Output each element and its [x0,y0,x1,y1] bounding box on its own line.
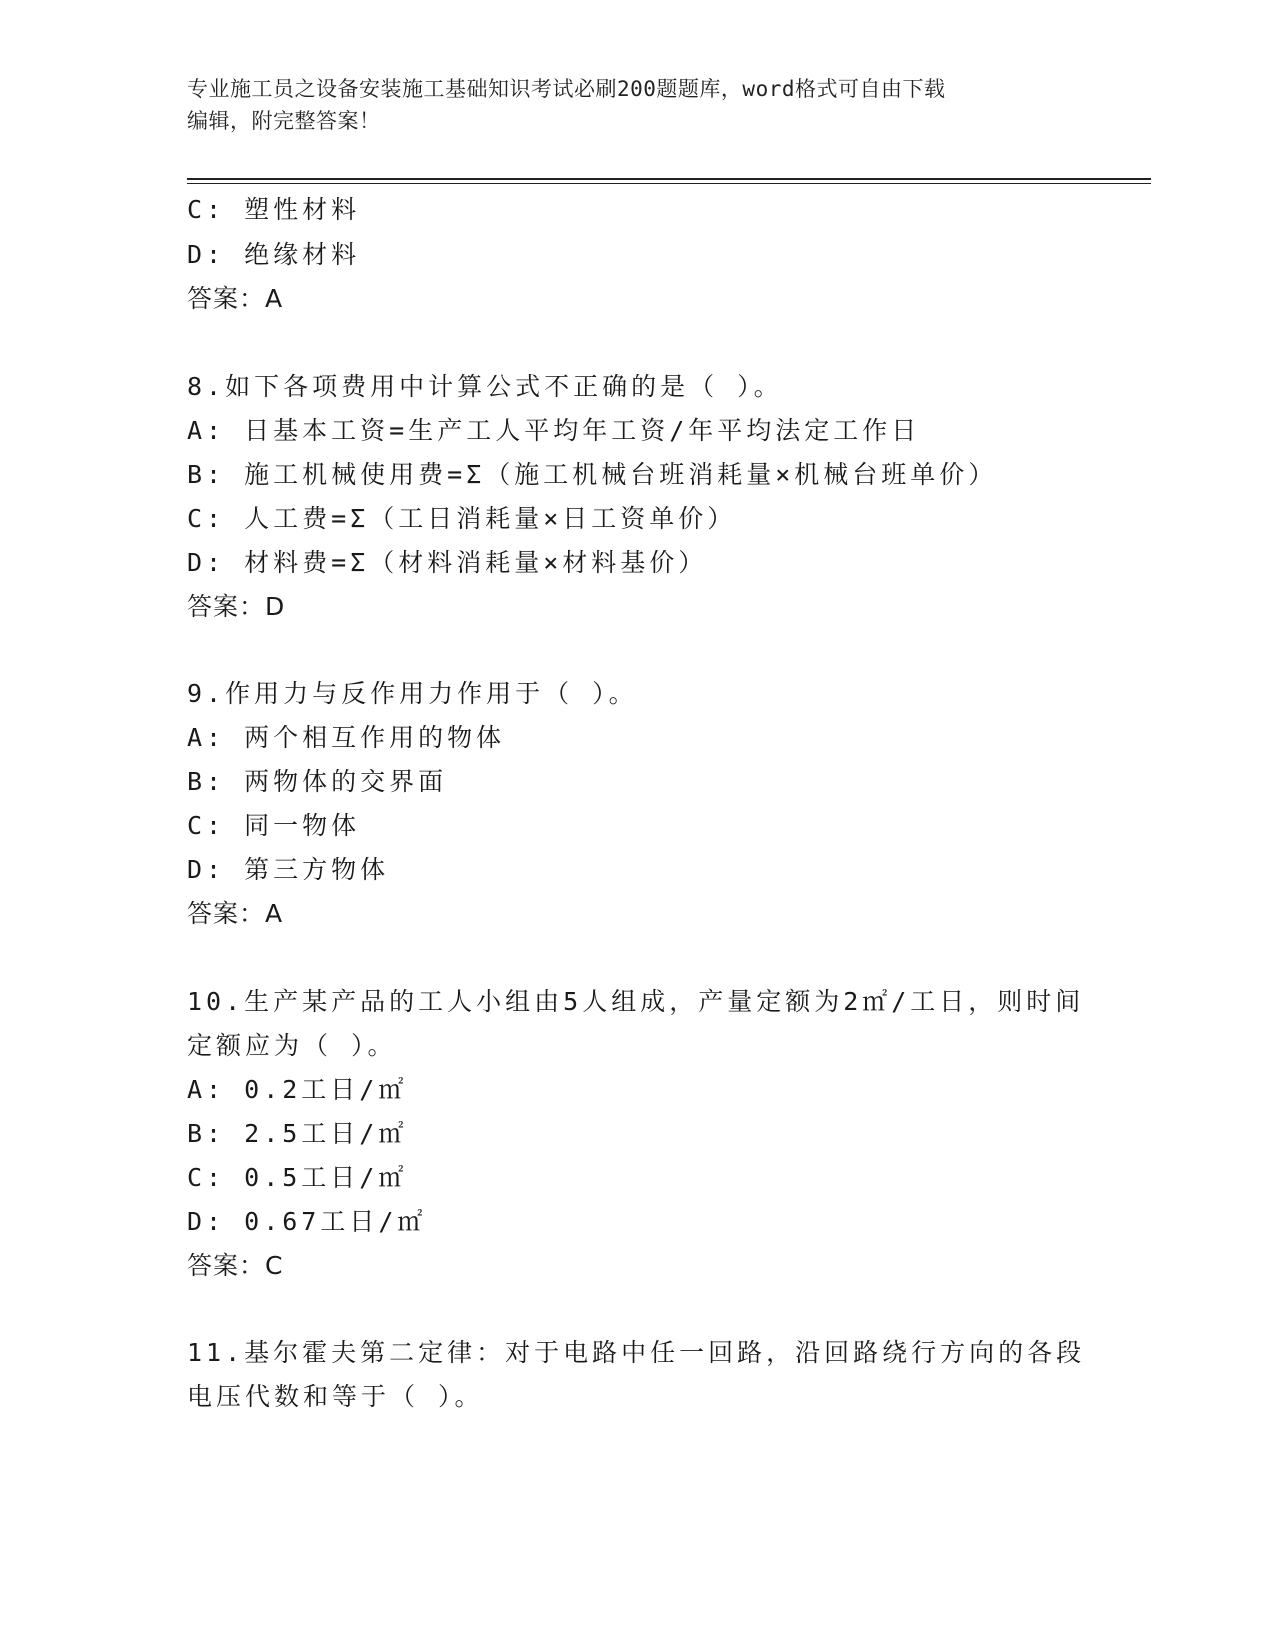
q10-stem-line-1: 10.生产某产品的工人小组由5人组成，产量定额为2㎡/工日，则时间 [187,987,1085,1016]
q8-answer: 答案：D [187,592,286,621]
q8-option-a: A: 日基本工资=生产工人平均年工资/年平均法定工作日 [187,416,921,445]
q8-option-b: B: 施工机械使用费=Σ（施工机械台班消耗量×机械台班单价） [187,460,998,489]
page-header [187,73,1087,137]
header-divider-thick [187,178,1151,180]
q8-stem: 8.如下各项费用中计算公式不正确的是（ ）。 [187,372,783,401]
q9-option-d: D: 第三方物体 [187,855,390,884]
header-title-line-2: 编辑，附完整答案！ [187,109,381,133]
q7-option-c: C: 塑性材料 [187,195,361,224]
header-title-line-1: 专业施工员之设备安装施工基础知识考试必刷200题题库，word格式可自由下载 [187,77,946,101]
q10-stem-line-2: 定额应为（ ）。 [187,1031,397,1060]
q9-option-b: B: 两物体的交界面 [187,767,448,796]
q9-option-a: A: 两个相互作用的物体 [187,723,506,752]
q7-option-d: D: 绝缘材料 [187,240,361,269]
q11-stem-line-2: 电压代数和等于（ ）。 [187,1382,484,1411]
header-divider-thin [187,183,1151,184]
q9-answer: 答案：A [187,899,284,928]
q11-stem-line-1: 11.基尔霍夫第二定律：对于电路中任一回路，沿回路绕行方向的各段 [187,1338,1086,1367]
q10-answer: 答案：C [187,1251,284,1280]
q8-option-c: C: 人工费=Σ（工日消耗量×日工资单价） [187,504,737,533]
q9-stem: 9.作用力与反作用力作用于（ ）。 [187,679,638,708]
q9-option-c: C: 同一物体 [187,811,361,840]
q10-option-c: C: 0.5工日/㎡ [187,1163,408,1192]
q10-option-b: B: 2.5工日/㎡ [187,1119,408,1148]
q10-option-a: A: 0.2工日/㎡ [187,1075,408,1104]
q8-option-d: D: 材料费=Σ（材料消耗量×材料基价） [187,548,708,577]
q7-answer: 答案：A [187,284,284,313]
q10-option-d: D: 0.67工日/㎡ [187,1207,427,1236]
